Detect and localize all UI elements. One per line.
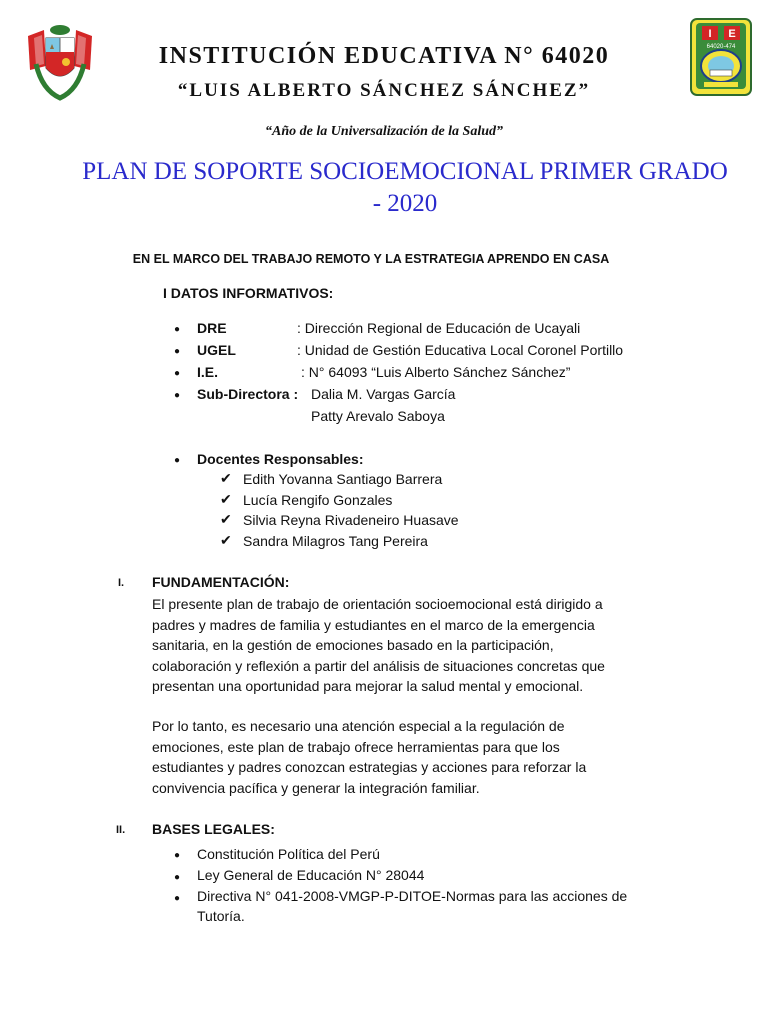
plan-title-line-2: - 2020 [372, 190, 438, 217]
paragraph-line: sanitaria, en la gestión de emociones basado en la participación, [152, 637, 554, 653]
section-number: I. [118, 577, 125, 589]
checkmark-icon: ✔ [220, 470, 232, 486]
bases-legales-title: BASES LEGALES: [152, 821, 275, 837]
bullet-icon: ● [174, 455, 181, 466]
paragraph-line: emociones, este plan de trabajo ofrece herramientas para que los [152, 738, 560, 755]
institution-title: INSTITUCIÓN EDUCATIVA N° 64020 [158, 43, 610, 69]
datos-heading: I DATOS INFORMATIVOS: [163, 285, 334, 301]
paragraph-line: colaboración y reflexión a partir del análisis de situaciones concretas que [152, 657, 605, 674]
framework-subtitle: EN EL MARCO DEL TRABAJO REMOTO Y LA ESTRATEGIA APRENDO EN CASA [132, 252, 610, 266]
bullet-icon: ● [174, 324, 181, 335]
bases-legales-item: Ley General de Educación N° 28044 [197, 867, 425, 883]
paragraph-line: Por lo tanto, es necesario una atención especial a la regulación de [152, 718, 565, 734]
ugel-value: : Unidad de Gestión Educativa Local Coronel Portillo [297, 342, 624, 358]
ie-value: : N° 64093 “Luis Alberto Sánchez Sánchez” [301, 364, 571, 380]
subdirectora-name-2: Patty Arevalo Saboya [311, 408, 445, 424]
bullet-icon: ● [174, 872, 181, 883]
fundamentacion-paragraph-2 [152, 716, 660, 798]
paragraph-line: presentan una oportunidad para mejorar la salud mental y emocional. [152, 678, 584, 694]
bullet-icon: ● [174, 850, 181, 861]
paragraph-line: convivencia pacífica y generar la integración familiar. [152, 779, 480, 796]
bases-legales-item: Directiva N° 041-2008-VMGP-P-DITOE-Normas para las acciones de [197, 888, 628, 904]
bullet-icon: ● [174, 893, 181, 904]
fundamentacion-title: FUNDAMENTACIÓN: [152, 574, 290, 590]
year-motto: “Año de la Universalización de la Salud” [264, 124, 504, 139]
checkmark-icon: ✔ [220, 532, 232, 548]
docente-item: Lucía Rengifo Gonzales [243, 492, 393, 508]
svg-text:E: E [728, 28, 736, 40]
svg-text:I: I [708, 28, 712, 40]
ie-label: I.E. [197, 364, 219, 380]
dre-label: DRE [197, 320, 227, 336]
fundamentacion-paragraph-1 [152, 594, 660, 697]
section-number: II. [116, 824, 126, 836]
plan-title-line-1: PLAN DE SOPORTE SOCIOEMOCIONAL PRIMER GRADO [82, 158, 728, 185]
checkmark-icon: ✔ [220, 491, 232, 507]
bases-legales-item: Constitución Política del Perú [197, 846, 380, 862]
paragraph-line: padres y madres de familia y estudiantes en el marco de la emergencia [152, 616, 595, 633]
checkmark-icon: ✔ [220, 511, 232, 527]
docente-item: Edith Yovanna Santiago Barrera [243, 471, 443, 487]
paragraph-line: estudiantes y padres conozcan estrategias y acciones para reforzar la [152, 759, 587, 775]
ugel-label: UGEL [197, 342, 236, 358]
bases-legales-item-continued: Tutoría. [197, 908, 245, 924]
bullet-icon: ● [174, 368, 181, 379]
bullet-icon: ● [174, 346, 181, 357]
bullet-icon: ● [174, 390, 181, 401]
docente-item: Sandra Milagros Tang Pereira [243, 533, 428, 549]
plan-title [70, 156, 740, 220]
docente-item: Silvia Reyna Rivadeneiro Huasave [243, 512, 459, 528]
docentes-label: Docentes Responsables: [197, 451, 364, 467]
dre-value: : Dirección Regional de Educación de Ucayali [297, 320, 581, 336]
svg-text:64020-474: 64020-474 [706, 44, 736, 50]
paragraph-line: El presente plan de trabajo de orientación socioemocional está dirigido a [152, 596, 603, 612]
subdirectora-label: Sub-Directora : [197, 386, 299, 402]
subdirectora-name-1: Dalia M. Vargas García [311, 386, 456, 402]
institution-name: “LUIS ALBERTO SÁNCHEZ SÁNCHEZ” [177, 80, 591, 101]
